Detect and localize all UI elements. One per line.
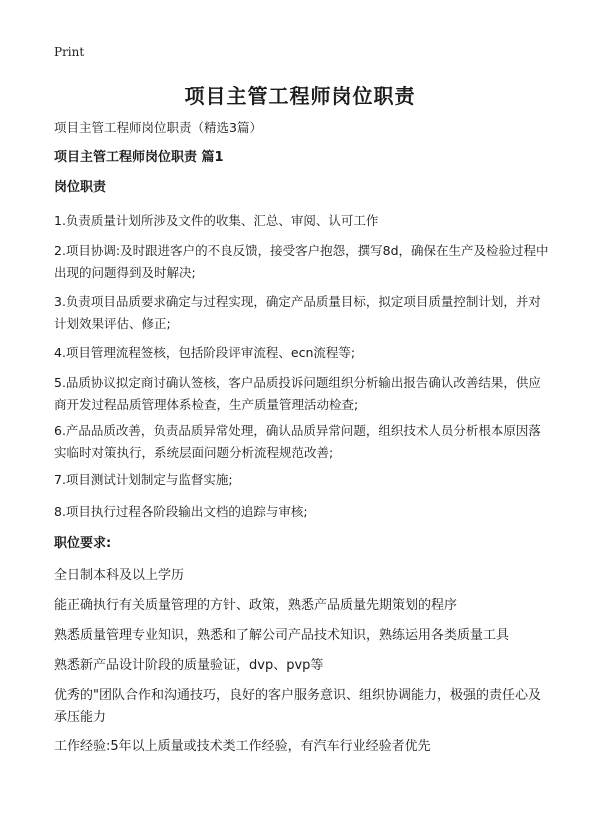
duty-item: 3.负责项目品质要求确定与过程实现，确定产品质量目标，拟定项目质量控制计划，并对计划效果评估、修正; [54,294,541,331]
duty-item: 4.项目管理流程签核，包括阶段评审流程、ecn流程等; [54,345,356,360]
section-title: 项目主管工程师岗位职责 篇1 [54,150,224,165]
duty-item: 8.项目执行过程各阶段输出文档的追踪与审核; [54,504,308,519]
requirement-item: 熟悉新产品设计阶段的质量验证，dvp、pvp等 [54,658,324,673]
duty-item: 1.负责质量计划所涉及文件的收集、汇总、审阅、认可工作 [54,213,379,228]
duties-heading: 岗位职责 [54,180,107,195]
requirements-heading: 职位要求: [54,536,112,551]
duty-item: 7.项目测试计划制定与监督实施; [54,472,233,487]
requirement-item: 全日制本科及以上学历 [54,568,185,583]
requirement-item: 工作经验:5年以上质量或技术类工作经验，有汽车行业经验者优先 [54,739,431,754]
requirement-item: 能正确执行有关质量管理的方针、政策，熟悉产品质量先期策划的程序 [54,598,458,613]
duty-item: 5.品质协议拟定商讨确认签核，客户品质投诉问题组织分析输出报告确认改善结果，供应商开发过程品质管理体系检查，生产质量管理活动检查; [54,375,541,412]
duty-item: 6.产品品质改善，负责品质异常处理，确认品质异常问题，组织技术人员分析根本原因落实临时对策执行，系统层面问题分析流程规范改善; [54,423,541,460]
requirement-item: 优秀的"团队合作和沟通技巧，良好的客户服务意识、组织协调能力，极强的责任心及承压能力 [54,688,541,725]
document-subtitle: 项目主管工程师岗位职责（精选3篇） [54,120,262,135]
requirement-item: 熟悉质量管理专业知识，熟悉和了解公司产品技术知识，熟练运用各类质量工具 [54,628,510,643]
page-title: 项目主管工程师岗位职责 [184,84,416,108]
print-link[interactable]: Print [54,45,85,59]
duty-item: 2.项目协调:及时跟进客户的不良反馈，接受客户抱怨，撰写8d，确保在生产及检验过程中出现的问题得到及时解决; [54,243,549,280]
